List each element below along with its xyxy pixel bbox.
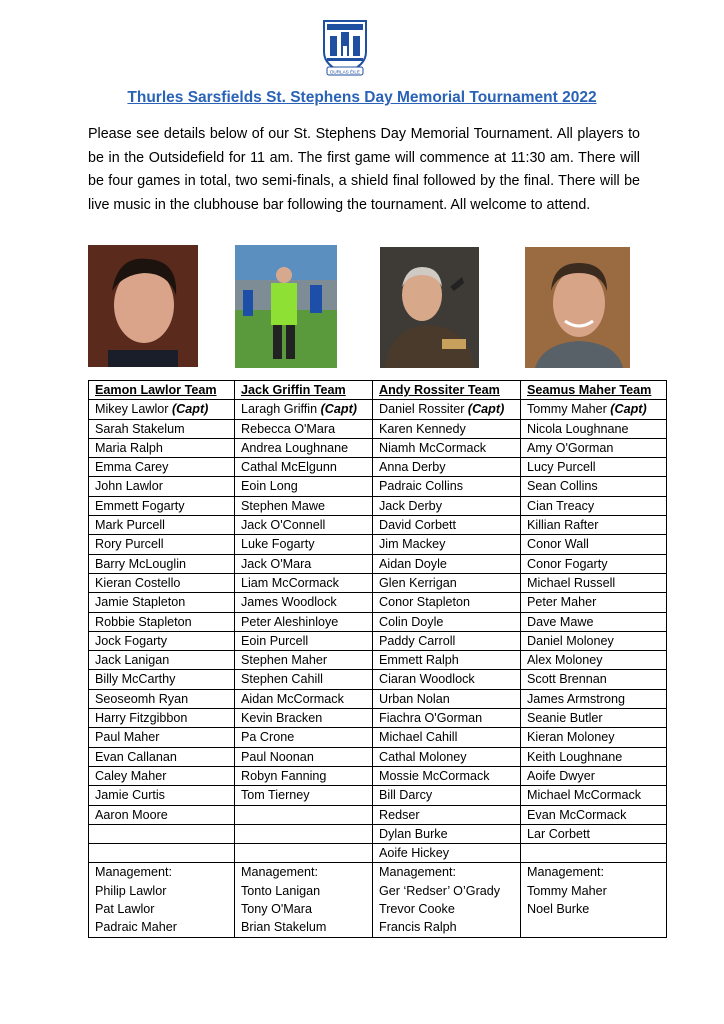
player-cell: Peter Maher [521,593,667,612]
player-cell: Seoseomh Ryan [89,689,235,708]
captain-name: Tommy Maher [527,402,607,417]
intro-paragraph: Please see details below of our St. Stephens Day Memorial Tournament. All players to be in the Outsidefield for 11 am. The first game will commence at 11:30 am. There will be four games in total, two semi-finals, a shield final followed by the final. There will be live music in the clubhouse bar following the tournament. All welcome to attend. [88,126,640,213]
management-row [89,900,667,918]
captain-name: Mikey Lawlor [95,402,169,417]
management-row [89,918,667,937]
player-cell: David Corbett [373,516,521,535]
player-cell: Amy O'Gorman [521,438,667,457]
player-cell [235,805,373,824]
table-row [89,689,667,708]
table-header-row [89,381,667,400]
table-row [89,516,667,535]
player-cell: Michael Russell [521,573,667,592]
management-cell: Brian Stakelum [235,918,373,937]
player-cell: Emmett Fogarty [89,496,235,515]
team-name-header: Jack Griffin Team [235,381,373,400]
team-name-header: Andy Rossiter Team [373,381,521,400]
player-cell: Aoife Hickey [373,844,521,863]
player-cell: Emma Carey [89,458,235,477]
player-cell: Evan McCormack [521,805,667,824]
player-cell: Stephen Cahill [235,670,373,689]
photo-eamon-lawlor [88,245,198,367]
player-cell: Redser [373,805,521,824]
player-cell [89,844,235,863]
player-cell: John Lawlor [89,477,235,496]
player-cell: Nicola Loughnane [521,419,667,438]
management-cell: Padraic Maher [89,918,235,937]
player-cell: Michael Cahill [373,728,521,747]
team-name-header: Eamon Lawlor Team [89,381,235,400]
player-cell: Dave Mawe [521,612,667,631]
table-row [89,728,667,747]
management-cell [521,918,667,937]
player-cell: James Woodlock [235,593,373,612]
player-cell: Billy McCarthy [89,670,235,689]
player-cell: Mossie McCormack [373,766,521,785]
player-cell: Glen Kerrigan [373,573,521,592]
captain-name: Daniel Rossiter [379,402,465,417]
player-cell [89,824,235,843]
management-label: Management: [89,863,235,882]
player-cell: Jamie Stapleton [89,593,235,612]
player-cell: Aidan McCormack [235,689,373,708]
player-cell: Tom Tierney [235,786,373,805]
player-cell: Alex Moloney [521,651,667,670]
table-row [89,651,667,670]
captain-tag: (Capt) [467,402,505,417]
player-cell: Luke Fogarty [235,535,373,554]
player-cell: Cian Treacy [521,496,667,515]
player-cell: Maria Ralph [89,438,235,457]
table-row [89,573,667,592]
player-cell: Cathal McElgunn [235,458,373,477]
management-cell: Philip Lawlor [89,882,235,900]
player-cell: Aaron Moore [89,805,235,824]
table-row [89,747,667,766]
table-row [89,824,667,843]
management-cell: Noel Burke [521,900,667,918]
player-cell: Colin Doyle [373,612,521,631]
captain-cell [235,400,373,419]
table-row [89,786,667,805]
player-cell: Robbie Stapleton [89,612,235,631]
player-cell [235,844,373,863]
table-row [89,670,667,689]
player-cell: Kieran Moloney [521,728,667,747]
player-cell: Dylan Burke [373,824,521,843]
player-cell: Jock Fogarty [89,631,235,650]
club-crest [321,18,369,78]
player-cell [235,824,373,843]
player-cell: Lucy Purcell [521,458,667,477]
management-cell: Tonto Lanigan [235,882,373,900]
player-cell: Urban Nolan [373,689,521,708]
table-row [89,535,667,554]
player-cell: Aoife Dwyer [521,766,667,785]
player-cell: Keith Loughnane [521,747,667,766]
management-label: Management: [521,863,667,882]
management-cell: Tommy Maher [521,882,667,900]
player-cell: Rebecca O'Mara [235,419,373,438]
table-row [89,593,667,612]
player-cell: Eoin Purcell [235,631,373,650]
management-label: Management: [373,863,521,882]
captain-name: Laragh Griffin [241,402,318,417]
table-row [89,400,667,419]
player-cell: Niamh McCormack [373,438,521,457]
player-cell: Conor Stapleton [373,593,521,612]
player-cell: Scott Brennan [521,670,667,689]
player-cell: Bill Darcy [373,786,521,805]
player-cell: Eoin Long [235,477,373,496]
player-cell: Fiachra O'Gorman [373,709,521,728]
management-label-row [89,863,667,882]
player-cell: Jim Mackey [373,535,521,554]
photo-andy-rossiter [380,247,479,368]
table-row [89,496,667,515]
player-cell: Sean Collins [521,477,667,496]
table-row [89,554,667,573]
player-cell: Paul Maher [89,728,235,747]
table-row [89,438,667,457]
player-cell: Robyn Fanning [235,766,373,785]
player-cell: Jack Lanigan [89,651,235,670]
player-cell: Conor Wall [521,535,667,554]
player-cell: Anna Derby [373,458,521,477]
captain-cell [89,400,235,419]
player-cell: Pa Crone [235,728,373,747]
player-cell: Peter Aleshinloye [235,612,373,631]
player-cell: Jack Derby [373,496,521,515]
photo-seamus-maher [525,247,630,368]
player-cell: Jack O'Connell [235,516,373,535]
player-cell: Harry Fitzgibbon [89,709,235,728]
management-cell: Pat Lawlor [89,900,235,918]
player-cell: Seanie Butler [521,709,667,728]
table-row [89,477,667,496]
player-cell: Rory Purcell [89,535,235,554]
player-cell: Liam McCormack [235,573,373,592]
table-row [89,419,667,438]
player-cell: Padraic Collins [373,477,521,496]
player-cell: Jack O'Mara [235,554,373,573]
table-row [89,612,667,631]
table-row [89,709,667,728]
team-name-header: Seamus Maher Team [521,381,667,400]
captain-cell [521,400,667,419]
player-cell: Ciaran Woodlock [373,670,521,689]
page-title: Thurles Sarsfields St. Stephens Day Memorial Tournament 2022 [127,89,597,106]
player-cell: Kevin Bracken [235,709,373,728]
player-cell: Stephen Maher [235,651,373,670]
table-row [89,805,667,824]
crest-motto: DURLAS ÉILE [330,69,360,75]
player-cell: Stephen Mawe [235,496,373,515]
management-cell: Francis Ralph [373,918,521,937]
captain-cell [373,400,521,419]
table-row [89,458,667,477]
management-label: Management: [235,863,373,882]
table-row [89,631,667,650]
player-cell: Lar Corbett [521,824,667,843]
player-cell: James Armstrong [521,689,667,708]
captain-tag: (Capt) [610,402,647,417]
player-cell: Daniel Moloney [521,631,667,650]
player-cell: Cathal Moloney [373,747,521,766]
management-cell: Ger ‘Redser’ O’Grady [373,882,521,900]
player-cell: Andrea Loughnane [235,438,373,457]
management-cell: Trevor Cooke [373,900,521,918]
management-row [89,882,667,900]
player-cell: Barry McLouglin [89,554,235,573]
player-cell: Aidan Doyle [373,554,521,573]
player-cell: Kieran Costello [89,573,235,592]
player-cell: Evan Callanan [89,747,235,766]
player-cell: Michael McCormack [521,786,667,805]
player-cell: Karen Kennedy [373,419,521,438]
player-cell: Mark Purcell [89,516,235,535]
table-row [89,844,667,863]
player-cell: Paul Noonan [235,747,373,766]
player-cell: Caley Maher [89,766,235,785]
table-row [89,766,667,785]
player-cell: Killian Rafter [521,516,667,535]
player-cell: Sarah Stakelum [89,419,235,438]
captain-tag: (Capt) [171,402,209,417]
teams-table [88,380,667,938]
photo-jack-griffin [235,245,337,368]
captain-tag: (Capt) [320,402,357,417]
management-cell: Tony O'Mara [235,900,373,918]
player-cell: Conor Fogarty [521,554,667,573]
player-cell: Emmett Ralph [373,651,521,670]
player-cell: Jamie Curtis [89,786,235,805]
player-cell: Paddy Carroll [373,631,521,650]
player-cell [521,844,667,863]
